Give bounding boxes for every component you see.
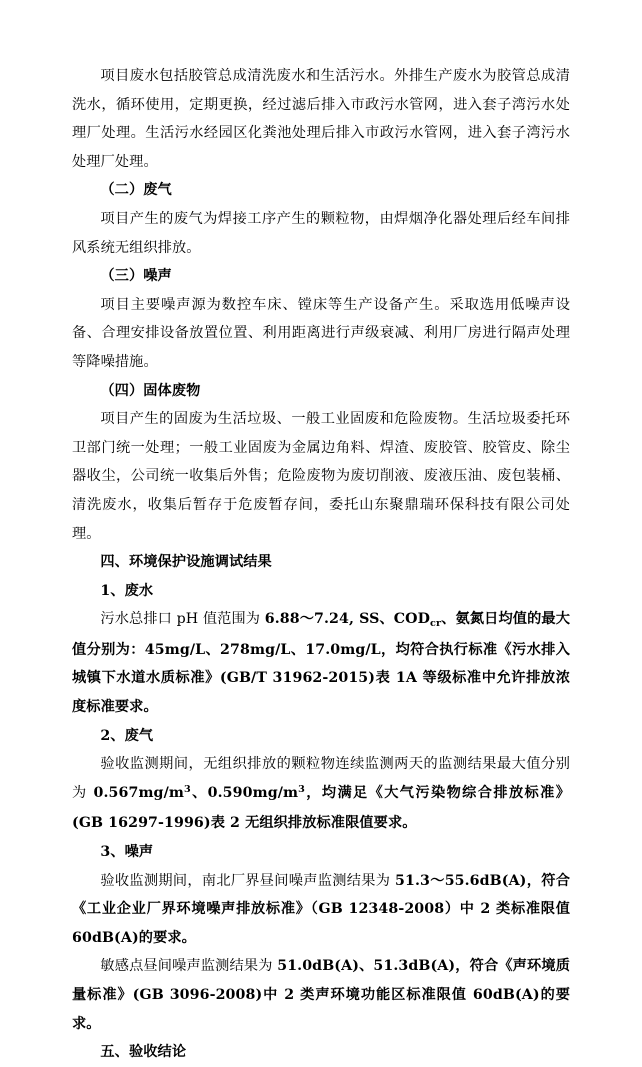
paragraph-noise-result-sensitive-point: 敏感点昼间噪声监测结果为 51.0dB(A)、51.3dB(A)，符合《声环境质量标准》(GB 3096-2008)中 2 类声环境功能区标准限值 60dB(A)的要求。 [72,958,571,1032]
heading-sub-wastewater: 1、废水 [100,582,154,599]
heading-waste-gas: （二）废气 [100,182,172,199]
heading-section-five: 五、验收结论 [100,1044,187,1061]
paragraph-waste-gas: 项目产生的废气为焊接工序产生的颗粒物，由焊烟净化器处理后经车间排风系统无组织排放。 [72,210,570,256]
heading-noise: （三）噪声 [100,268,172,285]
heading-section-four: 四、环境保护设施调试结果 [100,554,272,571]
paragraph-noise-result-boundary: 验收监测期间，南北厂界昼间噪声监测结果为 51.3～55.6dB(A)，符合《工业企业厂界环境噪声排放标准》（GB 12348-2008）中 2 类标准限值 60dB(A)的要求。 [72,872,570,946]
paragraph-waste-gas-result: 验收监测期间，无组织排放的颗粒物连续监测两天的监测结果最大值分别为 $0.567mg/m^3$、$0.590mg/m^3$，均满足《大气污染物综合排放标准》(GB 16297-1996)表 2 无组织排放标准限值要求。 [72,756,571,832]
paragraph-wastewater-intro: 项目废水包括胶管总成清洗废水和生活污水。外排生产废水为胶管总成清洗水，循环使用，定期更换，经过滤后排入市政污水管网，进入套子湾污水处理厂处理。生活污水经园区化粪池处理后排入市政污水管网，进入套子湾污水处理厂处理。 [72,68,570,170]
document-body [72,62,570,1067]
paragraph-noise: 项目主要噪声源为数控车床、镗床等生产设备产生。采取选用低噪声设备、合理安排设备放置位置、利用距离进行声级衰减、利用厂房进行隔声处理等降噪措施。 [72,296,570,370]
paragraph-solid-waste: 项目产生的固废为生活垃圾、一般工业固废和危险废物。生活垃圾委托环卫部门统一处理；一般工业固废为金属边角料、焊渣、废胶管、胶管皮、除尘器收尘，公司统一收集后外售；危险废物为废切削液、废液压油、废包装桶、清洗废水，收集后暂存于危废暂存间，委托山东聚鼎瑞环保科技有限公司处理。 [72,411,570,542]
heading-solid-waste: （四）固体废物 [100,382,201,399]
paragraph-wastewater-result: 污水总排口 pH 值范围为 6.88～7.24, SS、$COD_{cr}$、氨氮日均值的最大值分别为：45mg/L、278mg/L、17.0mg/L，均符合执行标准《污水排入城镇下水道水质标准》(GB/T 31962-2015)表 1A 等级标准中允许排放浓度标准要求。 [72,611,570,716]
heading-sub-noise: 3、噪声 [100,844,154,861]
heading-sub-waste-gas: 2、废气 [100,727,154,744]
